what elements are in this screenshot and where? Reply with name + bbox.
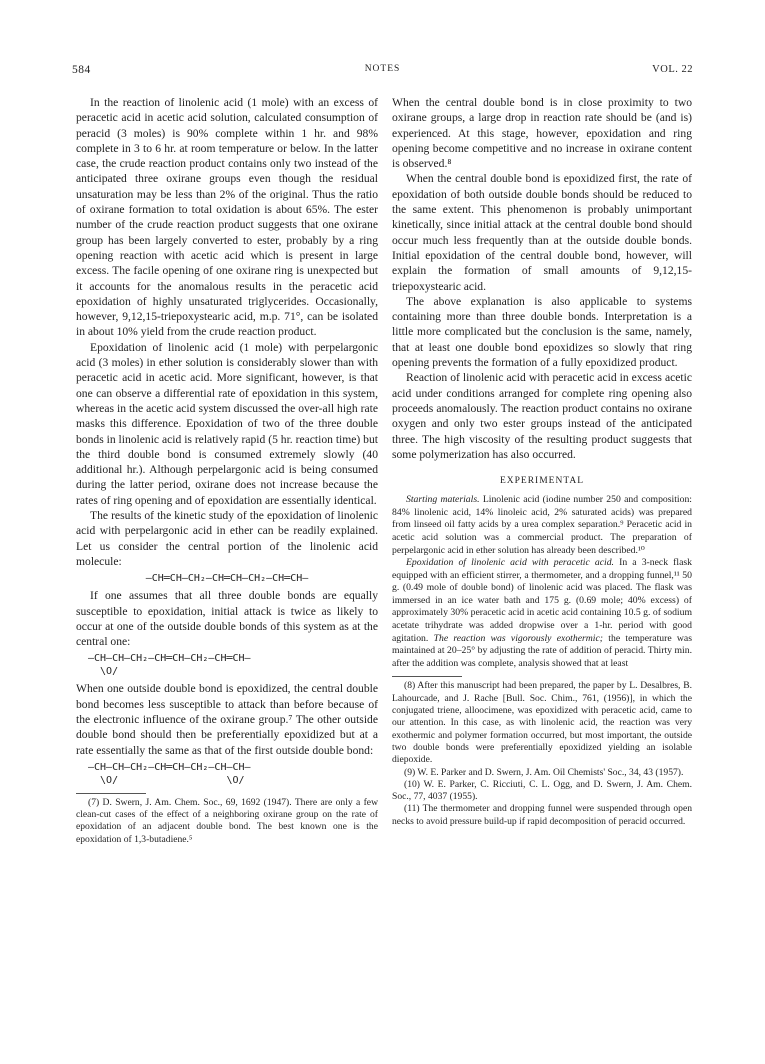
section-title: NOTES xyxy=(364,64,401,74)
paragraph-body: In a 3-neck flask equipped with an efficient stirrer, a thermometer, and a dropping funnel,¹¹ 50 g. (0.49 mole of double bond) of linolenic acid was placed. The flask was immersed in an ice water bath and 175 g. (0.69 mole; 40% excess) of approximately 30% peracetic acid in acetic acid containing 10.5 g. of sodium acetate trihydrate was added dropwise over a 1-hr. period with good agitation. xyxy=(392,557,692,644)
paragraph: In the reaction of linolenic acid (1 mole) with an excess of peracetic acid in acetic acid solution, calculated consumption of peracid (3 moles) is 90% complete within 1 hr. and 98% complete in 3 to 6 hr. at room temperature or below. In the latter case, the crude reaction product contains only two instead of the anticipated three oxirane groups even though the residual unsaturation may be less than 2% of the original. Thus the ratio of oxirane formation to total oxidation is about 65%. The ester number of the crude reaction product suggests that one oxirane group has been largely converted to ester, probably by a ring opening reaction with acetic acid which is present in large excess. The facile opening of one oxirane ring is unexpected but it accounts for the anomalous results in the peracetic acid epoxidation of highly unsaturated triglycerides. Occasionally, however, 9,12,15-triepoxystearic acid, m.p. 71°, can be isolated in about 10% yield from the crude reaction product. xyxy=(76,96,378,339)
paragraph xyxy=(392,557,692,670)
paragraph: When the central double bond is in close proximity to two oxirane groups, a large drop in reaction rate should be (and is) experienced. At this stage, however, epoxidation and ring opening become competitive and no increase in oxirane content is observed.⁸ xyxy=(392,96,692,171)
footnotes xyxy=(76,797,378,846)
page-number: 584 xyxy=(72,64,91,76)
emphasis: The reaction was vigorously exothermic; xyxy=(433,632,604,644)
paragraph: When the central double bond is epoxidized first, the rate of epoxidation of both outside double bonds should be reduced to the same extent. This phenomenon is probably unimportant kinetically, since initial attack at the central double bond should occur much less frequently than at the outside double bonds. Initial epoxidation of the central double bond, however, will explain the formation of small amounts of 9,12,15-triepoxystearic acid. xyxy=(392,172,692,293)
run-in-heading: Starting materials. xyxy=(406,494,480,506)
volume-label: VOL. 22 xyxy=(652,64,693,75)
paragraph: Reaction of linolenic acid with peracetic acid in excess acetic acid under conditions arranged for complete ring opening also proceeds anomalously. The reaction product contains no oxirane oxygen and only two ester groups instead of the anticipated three. The high viscosity of the resulting product suggests that some polymerization has also occurred. xyxy=(392,371,692,461)
formula-line: —CH—CH—CH₂—CH═CH—CH₂—CH═CH— xyxy=(88,653,251,665)
paragraph: The above explanation is also applicable to systems containing more than three double bonds. Interpretation is a little more complicated but the conclusion is the same, namely, that at least one double bond epoxidizes so slowly that ring opening prevents the formation of a fully epoxidized product. xyxy=(392,294,692,370)
chemical-formula xyxy=(76,761,378,787)
footnote: (11) The thermometer and dropping funnel were suspended through open necks to avoid pressure build-up if rapid decomposition of peracid occurred. xyxy=(392,803,692,827)
footnotes xyxy=(392,680,692,828)
footnote: (8) After this manuscript had been prepared, the paper by L. Desalbres, B. Lahourcade, and J. Rache [Bull. Soc. Chim., 761, (1956)], in which the conjugated triene, alloocimene, was epoxidized with peracetic acid, came to our attention. In this case, as with linolenic acid, the reaction was very exothermic and polymer formation occurred, but most important, the outside two double bonds were preferentially epoxidized yielding an isolable diepoxide. xyxy=(392,680,692,766)
chemical-formula xyxy=(76,652,378,678)
chemical-formula: —CH═CH—CH₂—CH═CH—CH₂—CH═CH— xyxy=(145,573,309,585)
footnote-divider xyxy=(392,676,462,677)
formula-line: \O/ \O/ xyxy=(88,774,245,786)
footnote: (10) W. E. Parker, C. Ricciuti, C. L. Ogg, and D. Swern, J. Am. Chem. Soc., 77, 4037 (1955). xyxy=(392,778,692,803)
run-in-heading: Epoxidation of linolenic acid with peracetic acid. xyxy=(406,557,614,569)
formula-line: \O/ xyxy=(88,666,119,678)
formula-line: —CH—CH—CH₂—CH═CH—CH₂—CH—CH— xyxy=(88,761,251,773)
experimental-heading: EXPERIMENTAL xyxy=(499,476,585,487)
left-column xyxy=(76,95,378,846)
running-header xyxy=(72,64,693,80)
paragraph-body: Linolenic acid (iodine number 250 and composition: 84% linolenic acid, 14% linoleic acid, 2% saturated acids) was prepared from linseed oil fatty acids by a urea complex separation.⁹ Peracetic acid in acetic acid solution was a commercial product. The preparation of perpelargonic acid in ether solution has already been described.¹⁰ xyxy=(392,494,692,556)
paragraph xyxy=(392,494,692,557)
footnote-divider xyxy=(76,793,146,794)
paragraph: Epoxidation of linolenic acid (1 mole) with perpelargonic acid (3 moles) in ether solution is considerably slower than with peracetic acid in acetic acid. More significant, however, is that one can observe a differential rate of epoxidation in this system, whereas in the acetic acid system discussed the over-all high rate masks this difference. Epoxidation of two of the three double bonds in linolenic acid is relatively rapid (5 hr. reaction time) but the third double bond is consumed extremely slowly (40 additional hr.). Although perpelargonic acid is being consumed during the latter period, oxirane does not increase because the rates of ring opening and of epoxidation are essentially identical. xyxy=(76,340,378,507)
footnote: (9) W. E. Parker and D. Swern, J. Am. Oil Chemists' Soc., 34, 43 (1957). xyxy=(404,766,684,778)
paragraph: The results of the kinetic study of the epoxidation of linolenic acid with perpelargonic acid in ether can be readily explained. Let us consider the central portion of the linolenic acid molecule: xyxy=(76,509,378,568)
paragraph: When one outside double bond is epoxidized, the central double bond becomes less susceptible to attack than before because of the electronic influence of the oxirane group.⁷ The other outside double bond should then be preferentially epoxidized but at a rate essentially the same as that of the first outside double bond: xyxy=(76,682,378,757)
right-column xyxy=(392,95,692,828)
paragraph-body: the temperature was maintained at 20–25° by adjusting the rate of addition of peracid. Thirty min. after the addition was complete, analysis showed that at least xyxy=(392,632,692,669)
paragraph: If one assumes that all three double bonds are equally susceptible to epoxidation, initial attack is twice as likely to occur at one of the outside double bonds of this system as at the central one: xyxy=(76,589,378,649)
footnote: (7) D. Swern, J. Am. Chem. Soc., 69, 1692 (1947). There are only a few clean-cut cases of the effect of a neighboring oxirane group on the rate of epoxidation of an adjacent double bond. The best known one is the epoxidation of 1,3-butadiene.⁵ xyxy=(76,796,378,845)
